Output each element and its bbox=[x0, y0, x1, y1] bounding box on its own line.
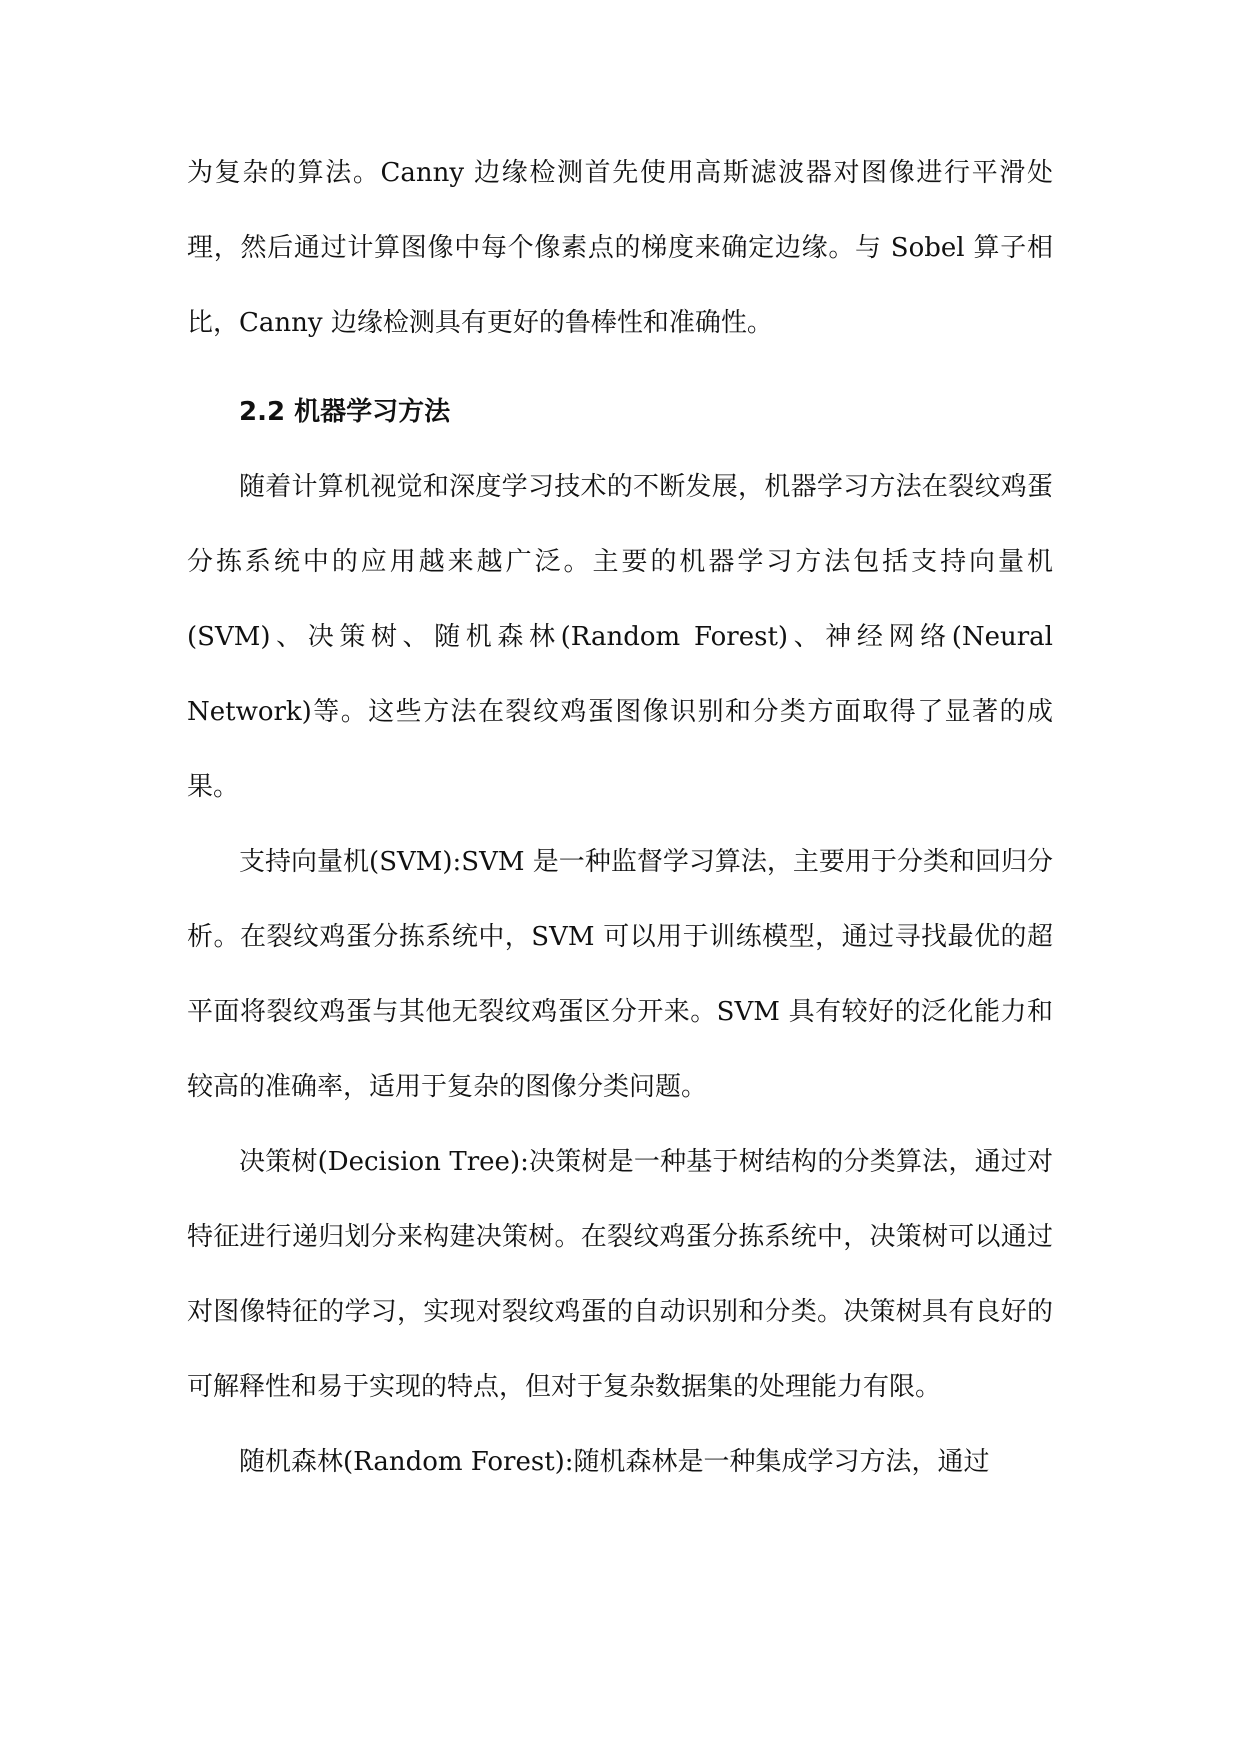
paragraph-random-forest: 随机森林(Random Forest):随机森林是一种集成学习方法，通过 bbox=[239, 1447, 990, 1477]
paragraph-svm: 支持向量机(SVM):SVM 是一种监督学习算法，主要用于分类和回归分析。在裂纹鸡蛋分拣系统中，SVM 可以用于训练模型，通过寻找最优的超平面将裂纹鸡蛋与其他无裂纹鸡蛋区分开来。SVM 具有较好的泛化能力和较高的准确率，适用于复杂的图像分类问题。 bbox=[187, 847, 1053, 1102]
paragraph-canny-continued: 为复杂的算法。Canny 边缘检测首先使用高斯滤波器对图像进行平滑处理，然后通过计算图像中每个像素点的梯度来确定边缘。与 Sobel 算子相比，Canny 边缘检测具有更好的鲁棒性和准确性。 bbox=[187, 158, 1053, 338]
page-content bbox=[187, 136, 1053, 1500]
paragraph-decision-tree: 决策树(Decision Tree):决策树是一种基于树结构的分类算法，通过对特征进行递归划分来构建决策树。在裂纹鸡蛋分拣系统中，决策树可以通过对图像特征的学习，实现对裂纹鸡蛋的自动识别和分类。决策树具有良好的可解释性和易于实现的特点，但对于复杂数据集的处理能力有限。 bbox=[187, 1147, 1053, 1402]
section-heading: 2.2 机器学习方法 bbox=[239, 397, 451, 427]
paragraph-ml-overview: 随着计算机视觉和深度学习技术的不断发展，机器学习方法在裂纹鸡蛋分拣系统中的应用越来越广泛。主要的机器学习方法包括支持向量机(SVM)、决策树、随机森林(Random Forest)、神经网络(Neural Network)等。这些方法在裂纹鸡蛋图像识别和分类方面取得了显著的成果。 bbox=[187, 472, 1053, 802]
